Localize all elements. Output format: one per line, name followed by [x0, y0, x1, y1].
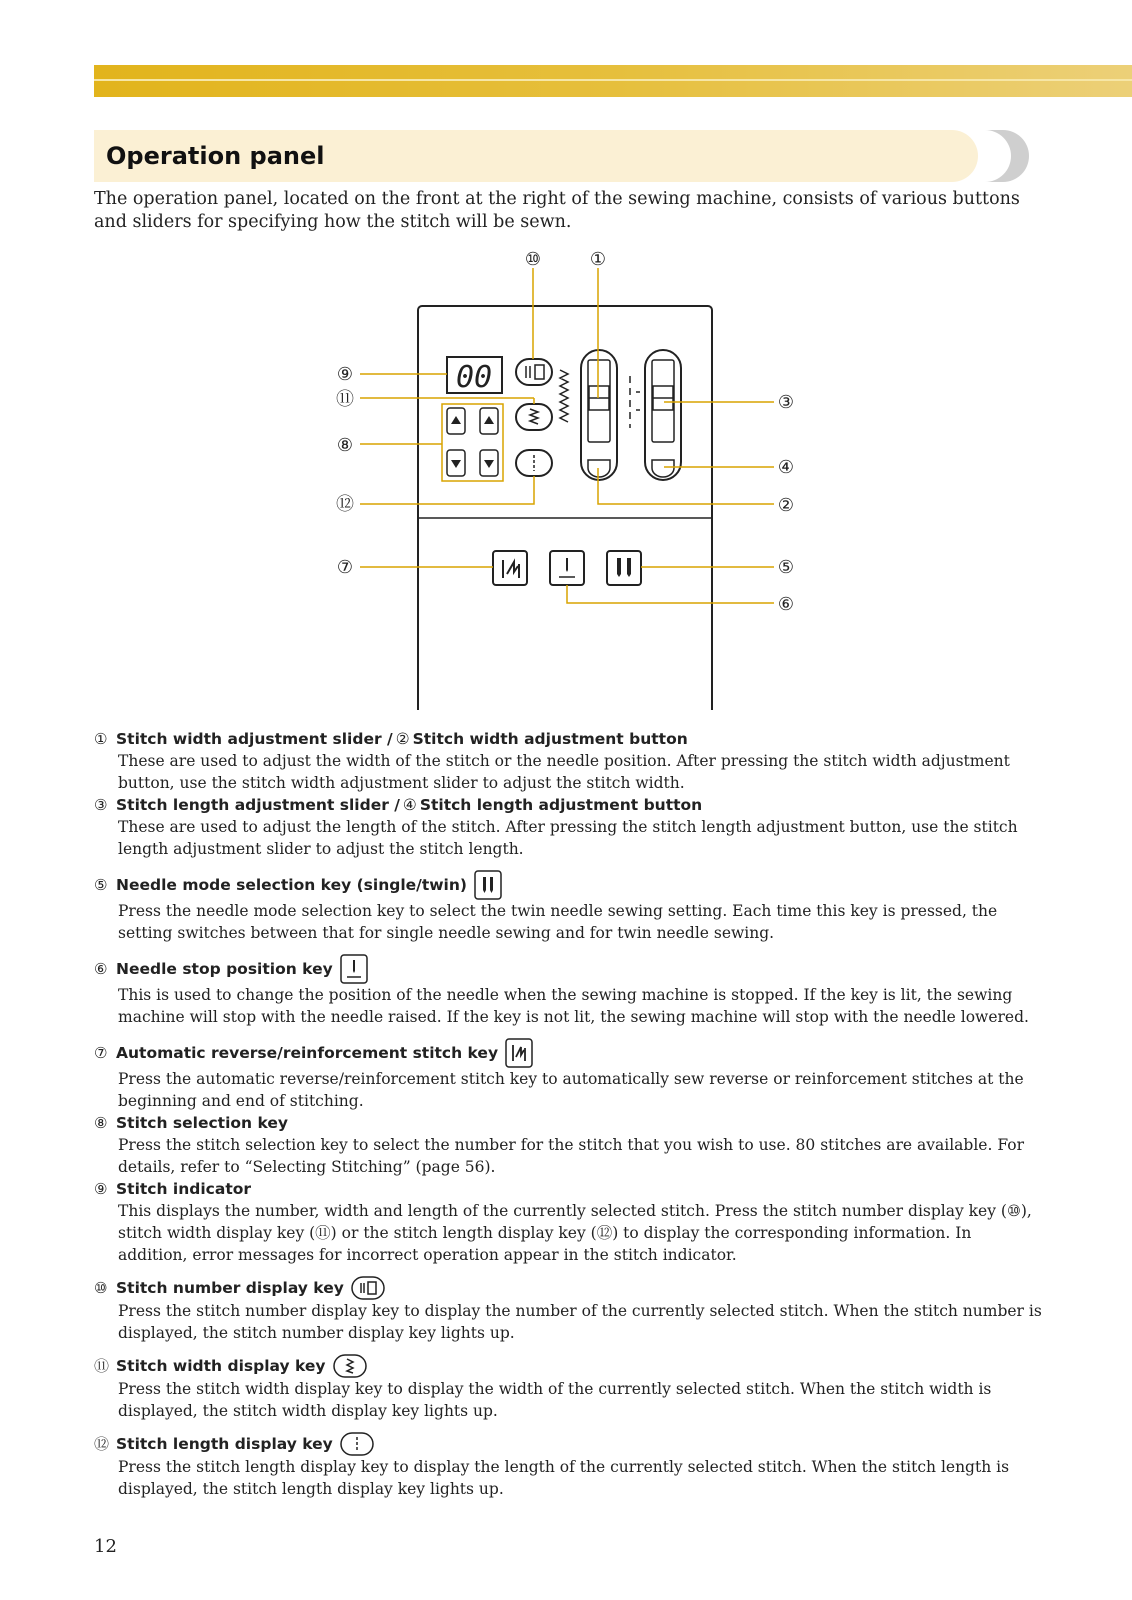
top-accent-stripe — [94, 79, 1132, 81]
stitch-number-display-key-icon — [516, 359, 552, 385]
callout-5: ⑤ — [777, 557, 795, 578]
list-item: ⑪ Stitch width display key Press the stitch width display key to display the width of the currently selected stitch. When the stitch width is displayed, the stitch width display key lights up. — [94, 1354, 1044, 1422]
list-item: ⑧ Stitch selection key Press the stitch selection key to select the number for the stitch that you wish to use. 80 stitches are available. For details, refer to “Selecting Stitching” (page 56). — [94, 1114, 1024, 1176]
stitch-width-icon — [333, 1354, 367, 1378]
list-item: ③ Stitch length adjustment slider / ④ Stitch length adjustment button These are used to adjust the length of the stitch. After pressing the stitch length adjustment button, use the stitch length adjustment slider to adjust the stitch length. — [94, 796, 1018, 858]
callout-8: ⑧ — [336, 435, 354, 456]
top-accent-bar — [94, 65, 1132, 97]
stitch-length-display-key-icon — [516, 450, 552, 476]
list-item: ① Stitch width adjustment slider / ② Stitch width adjustment button These are used to adjust the width of the stitch or the needle position. After pressing the stitch width adjustment button, use the stitch width adjustment slider to adjust the stitch width. — [94, 730, 1010, 792]
callout-1: ① — [589, 249, 607, 270]
stitch-length-icon — [340, 1432, 374, 1456]
page-number: 12 — [94, 1536, 117, 1557]
callout-12: ⑫ — [336, 494, 354, 515]
callout-10: ⑩ — [524, 249, 542, 270]
callout-3: ③ — [777, 392, 795, 413]
list-item: ⑤ Needle mode selection key (single/twin) Press the needle mode selection key to select the twin needle sewing setting. Each time this key is pressed, the setting switches between that for single needle sewing and for twin needle sewing. — [94, 870, 1044, 944]
callout-2: ② — [777, 495, 795, 516]
intro-paragraph: The operation panel, located on the front at the right of the sewing machine, consists of various buttons and sliders for specifying how the stitch will be sewn. — [94, 189, 1020, 232]
stitch-indicator-display — [447, 357, 502, 395]
stitch-width-slider — [581, 350, 617, 480]
list-item: ⑫ Stitch length display key Press the stitch length display key to display the length of the currently selected stitch. When the stitch length is displayed, the stitch length display key lights up. — [94, 1432, 1044, 1500]
callout-7: ⑦ — [336, 557, 354, 578]
list-item: ⑥ Needle stop position key This is used to change the position of the needle when the sewing machine is stopped. If the key is lit, the sewing machine will stop with the needle raised. If the key is not lit, the sewing machine will stop with the needle lowered. — [94, 954, 1044, 1028]
svg-text:00: 00 — [455, 360, 493, 395]
stitch-number-icon — [351, 1276, 385, 1300]
twin-needle-key-icon — [607, 551, 641, 585]
list-item: ⑨ Stitch indicator This displays the number, width and length of the currently selected stitch. Press the stitch number display key (⑩), stitch width display key (⑪) or the stitch length display key (⑫) to display the corresponding information. In addition, error messages for incorrect operation appear in the stitch indicator. — [94, 1180, 1032, 1264]
section-title: Operation panel — [106, 142, 325, 170]
needle-stop-icon — [340, 954, 368, 984]
callout-6: ⑥ — [777, 594, 795, 615]
list-item: ⑩ Stitch number display key Press the stitch number display key to display the number of the currently selected stitch. When the stitch number is displayed, the stitch number display key lights up. — [94, 1276, 1044, 1344]
stitch-length-slider — [645, 350, 681, 480]
needle-stop-key-icon — [550, 551, 584, 585]
reverse-stitch-key-icon — [493, 551, 527, 585]
callout-11: ⑪ — [336, 389, 354, 410]
chapter-tab-icon — [985, 130, 1037, 182]
stitch-width-display-key-icon — [516, 404, 552, 430]
callout-9: ⑨ — [336, 364, 354, 385]
callout-4: ④ — [777, 457, 795, 478]
operation-panel-diagram — [320, 240, 800, 710]
description-list — [94, 728, 1044, 1500]
reverse-stitch-icon — [505, 1038, 533, 1068]
list-item: ⑦ Automatic reverse/reinforcement stitch key Press the automatic reverse/reinforcement stitch key to automatically sew reverse or reinforcement stitches at the beginning and end of stitching. — [94, 1038, 1044, 1112]
twin-needle-icon — [474, 870, 502, 900]
